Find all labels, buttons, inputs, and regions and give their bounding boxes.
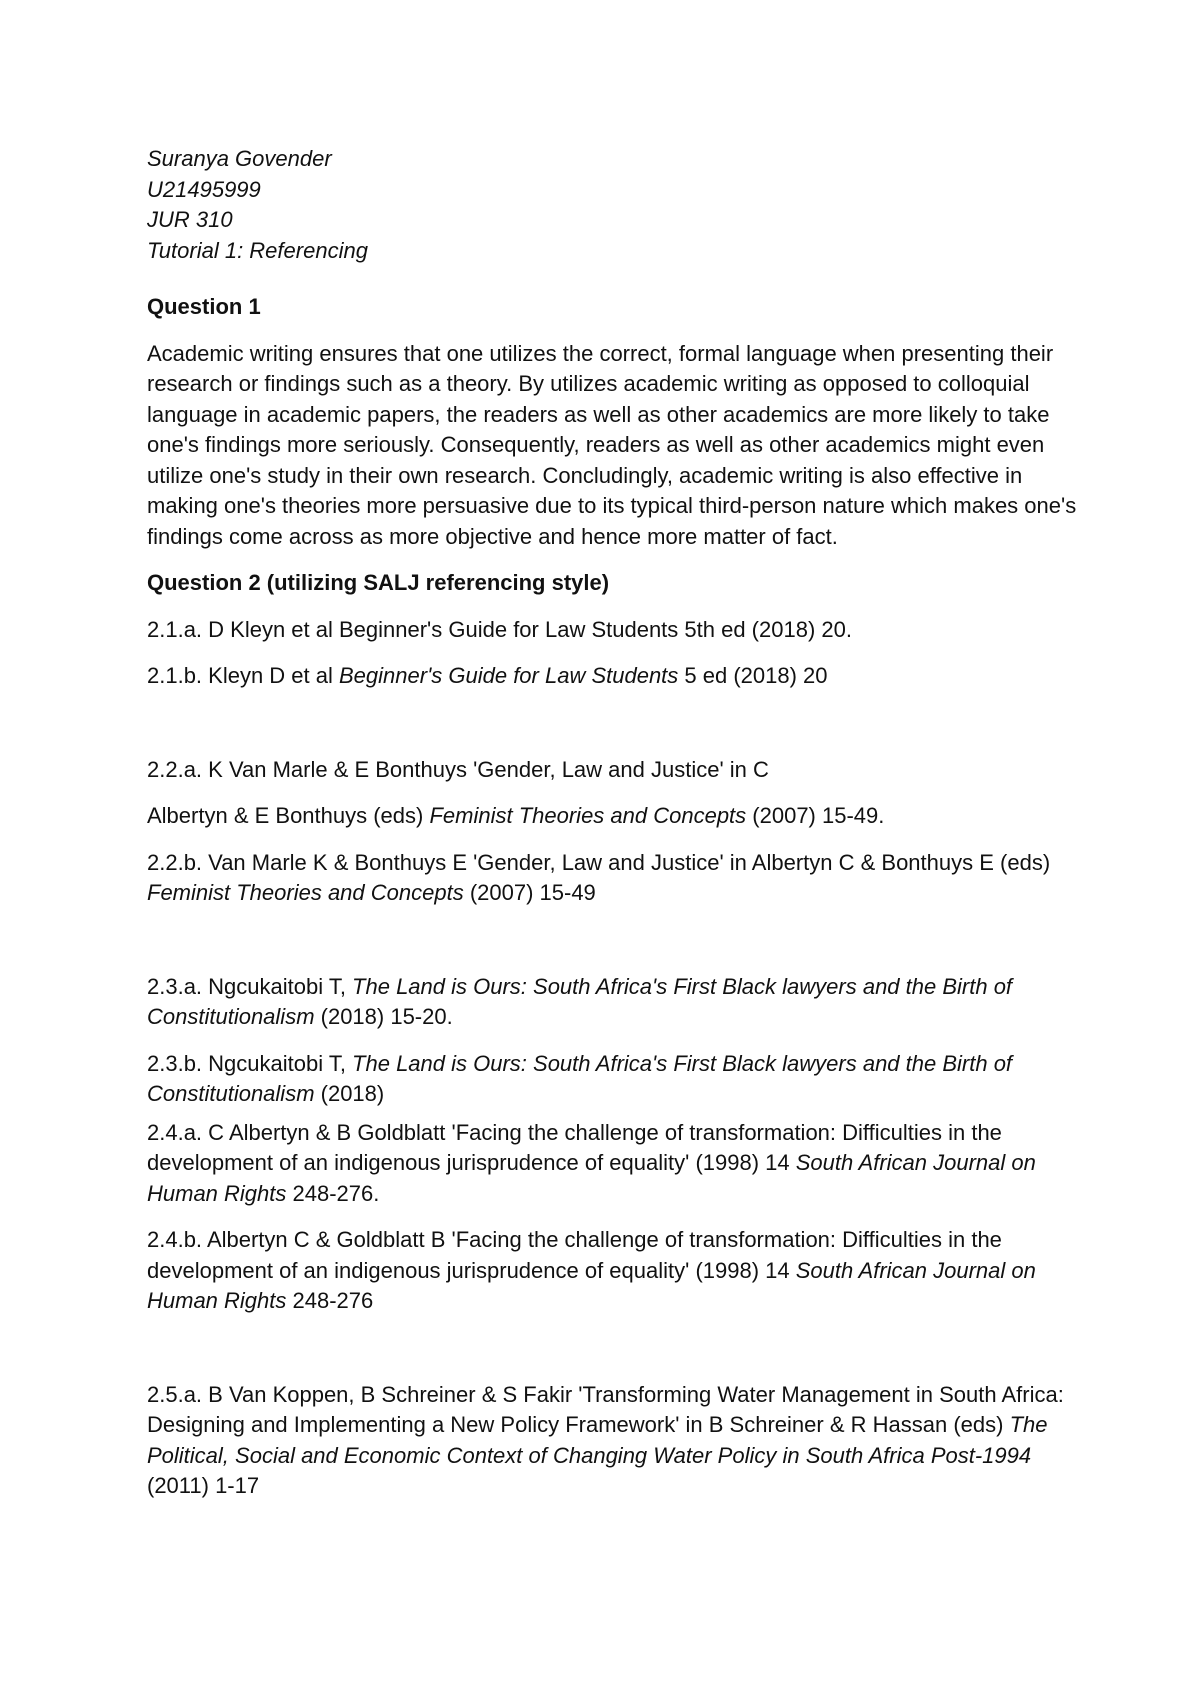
reference-text: 5 ed (2018) 20	[678, 663, 828, 688]
reference-text: (2018) 15-20.	[314, 1004, 453, 1029]
reference-2-3-a	[147, 972, 1077, 1033]
reference-text: 2.3.b. Ngcukaitobi T,	[147, 1050, 353, 1076]
reference-title: The Land is Ours: South Africa's First Black lawyers and the Birth of Constitutionalism	[147, 1050, 1013, 1106]
reference-text: 2.4.a. C Albertyn & B Goldblatt 'Facing the challenge of transformation: Difficulties in the development of an indigenous jurisprudence of equality' (1998) 14	[147, 1119, 1002, 1175]
module-code: JUR 310	[147, 207, 233, 232]
tutorial-title: Tutorial 1: Referencing	[147, 237, 368, 263]
reference-text: (2007) 15-49.	[746, 803, 885, 828]
spacer	[147, 925, 1077, 972]
student-header	[147, 144, 1077, 266]
reference-text: 2.1.b. Kleyn D et al	[147, 663, 339, 688]
reference-2-1-b	[147, 661, 1077, 692]
reference-text: 2.4.b. Albertyn C & Goldblatt B 'Facing the challenge of transformation: Difficulties in the development of an indigenous jurisprudence of equality' (1998) 14	[147, 1227, 1002, 1283]
reference-2-4-b	[147, 1225, 1077, 1317]
reference-2-2-a-line-2	[147, 801, 1077, 832]
reference-2-2-a-line-1: 2.2.a. K Van Marle & E Bonthuys 'Gender, Law and Justice' in C	[147, 756, 769, 782]
reference-text: 2.5.a. B Van Koppen, B Schreiner & S Fakir 'Transforming Water Management in South Africa: Designing and Implementing a New Policy Framework' in B Schreiner & R Hassan (eds)	[147, 1381, 1064, 1437]
spacer	[147, 1333, 1077, 1380]
reference-2-2-b	[147, 848, 1077, 909]
reference-title: Feminist Theories and Concepts	[147, 880, 464, 905]
reference-title: The Land is Ours: South Africa's First Black lawyers and the Birth of Constitutionalism	[147, 973, 1013, 1029]
reference-text: Albertyn & E Bonthuys (eds)	[147, 803, 430, 828]
reference-title: The Political, Social and Economic Context of Changing Water Policy in South Africa Post-1994	[147, 1412, 1048, 1468]
reference-2-3-b	[147, 1049, 1077, 1110]
reference-text: (2018)	[314, 1081, 385, 1106]
question-1-heading: Question 1	[147, 294, 261, 319]
reference-title: South African Journal on Human Rights	[147, 1150, 1036, 1206]
reference-text: 248-276.	[286, 1180, 380, 1206]
reference-text: 2.2.b. Van Marle K & Bonthuys E 'Gender, Law and Justice' in Albertyn C & Bonthuys E (eds)	[147, 849, 1051, 875]
reference-title: Feminist Theories and Concepts	[429, 803, 747, 828]
reference-2-1-a: 2.1.a. D Kleyn et al Beginner's Guide for Law Students 5th ed (2018) 20.	[147, 616, 852, 642]
reference-2-4-a	[147, 1118, 1077, 1210]
reference-title: Beginner's Guide for Law Students	[339, 663, 679, 688]
reference-text: 2.3.a. Ngcukaitobi T,	[147, 973, 353, 999]
student-name: Suranya Govender	[147, 146, 332, 171]
spacer	[147, 708, 1077, 755]
reference-title: South African Journal on Human Rights	[147, 1257, 1036, 1313]
question-1-answer: Academic writing ensures that one utilizes the correct, formal language when presenting their research or findings such as a theory. By utilizes academic writing as opposed to colloquial language in academic papers, the readers as well as other academics are more likely to take one's findings more seriously. Consequently, readers as well as other academics might even utilize one's study in their own research. Concludingly, academic writing is also effective in making one's theories more persuasive due to its typical third-person nature which makes one's findings come across as more objective and hence more matter of fact.	[147, 340, 1077, 549]
reference-text: 248-276	[286, 1288, 374, 1313]
reference-text: (2007) 15-49	[463, 880, 596, 905]
reference-text: (2011) 1-17	[147, 1473, 260, 1498]
document-content	[147, 144, 1077, 1518]
reference-2-5-a	[147, 1380, 1077, 1502]
student-number: U21495999	[147, 176, 261, 202]
question-2-heading: Question 2 (utilizing SALJ referencing style)	[147, 570, 610, 595]
